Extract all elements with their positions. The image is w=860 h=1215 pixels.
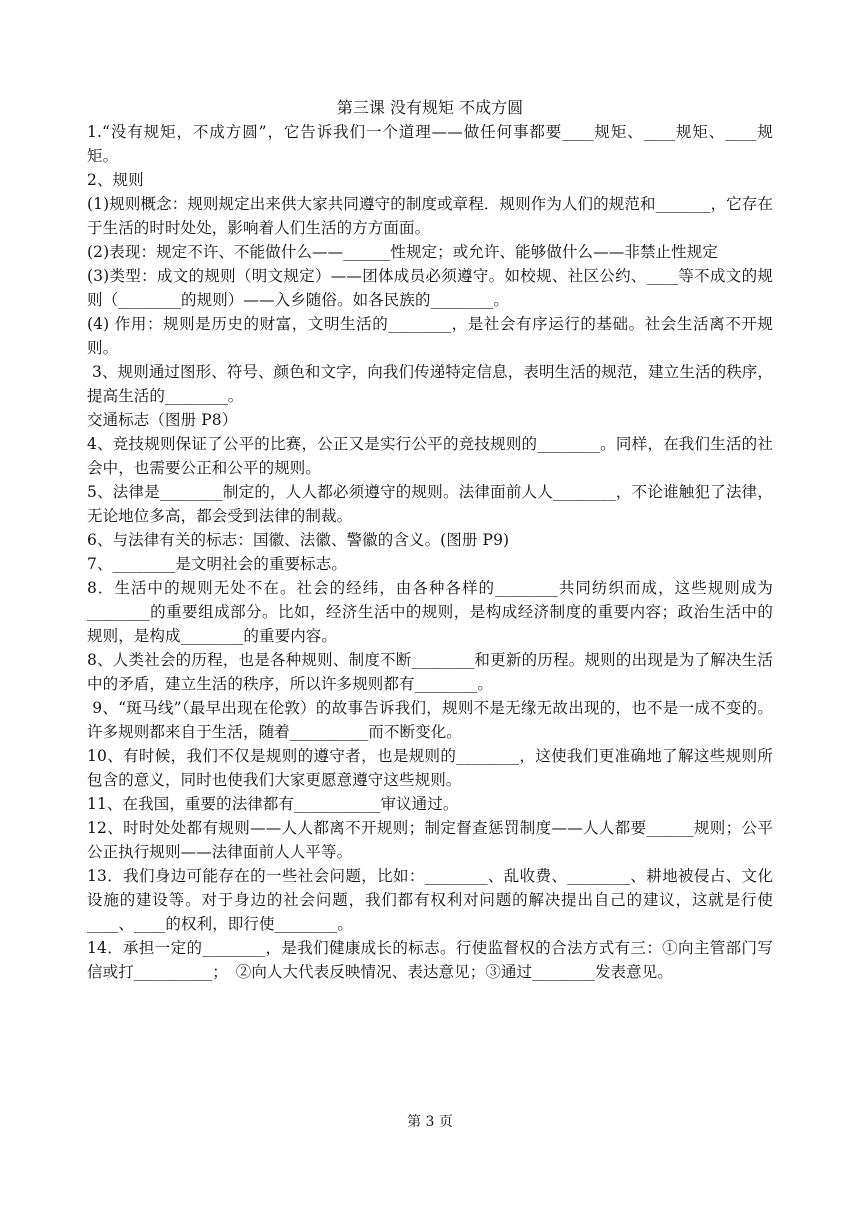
paragraph-7: 3、规则通过图形、符号、颜色和文字，向我们传递特定信息，表明生活的规范，建立生活的秩序，提高生活的________。: [87, 363, 774, 405]
paragraph-20: 14．承担一定的________，是我们健康成长的标志。行使监督权的合法方式有三：①向主管部门写信或打__________； ②向人大代表反映情况、表达意见；③通过________发表意见。: [87, 939, 773, 981]
paragraph-14: 8、人类社会的历程，也是各种规则、制度不断________和更新的历程。规则的出现是为了解决生活中的矛盾，建立生活的秩序，所以许多规则都有________。: [87, 651, 773, 693]
paragraph-19: 13．我们身边可能存在的一些社会问题，比如：________、乱收费、________、耕地被侵占、文化设施的建设等。对于身边的社会问题，我们都有权利对问题的解决提出自己的建议，这就是行使____、____的权利，即行使________。: [87, 867, 773, 933]
paragraph-10: 5、法律是________制定的，人人都必须遵守的规则。法律面前人人________，不论谁触犯了法律，无论地位多高，都会受到法律的制裁。: [87, 483, 773, 525]
paragraph-4: (2)表现：规定不许、不能做什么——______性规定；或允许、能够做什么——非禁止性规定: [87, 243, 718, 261]
page-number: 第 3 页: [407, 1114, 453, 1130]
paragraph-12: 7、________是文明社会的重要标志。: [87, 555, 347, 573]
paragraph-9: 4、竞技规则保证了公平的比赛，公正又是实行公平的竞技规则的________。同样，在我们生活的社会中，也需要公正和公平的规则。: [87, 435, 773, 477]
paragraph-8: 交通标志（图册 P8）: [87, 411, 238, 429]
paragraph-3: (1)规则概念：规则规定出来供大家共同遵守的制度或章程．规则作为人们的规范和_______，它存在于生活的时时处处，影响着人们生活的方方面面。: [87, 195, 773, 237]
paragraph-1: 1.“没有规矩，不成方圆”，它告诉我们一个道理——做任何事都要____规矩、____规矩、____规矩。: [87, 123, 773, 165]
paragraph-2: 2、规则: [87, 171, 144, 189]
paragraph-13: 8．生活中的规则无处不在。社会的经纬，由各种各样的________共同纺织而成，这些规则成为________的重要组成部分。比如，经济生活中的规则，是构成经济制度的重要内容；政治生活中的规则，是构成________的重要内容。: [87, 579, 773, 645]
paragraph-16: 10、有时候，我们不仅是规则的遵守者，也是规则的________，这使我们更准确地了解这些规则所包含的意义，同时也使我们大家更愿意遵守这些规则。: [87, 747, 773, 789]
paragraph-15: 9、“斑马线”（最早出现在伦敦）的故事告诉我们，规则不是无缘无故出现的，也不是一成不变的。许多规则都来自于生活，随着__________而不断变化。: [87, 699, 773, 741]
paragraph-18: 12、时时处处都有规则——人人都离不开规则；制定督查惩罚制度——人人都要______规则；公平公正执行规则——法律面前人人平等。: [87, 819, 773, 861]
paragraph-11: 6、与法律有关的标志：国徽、法徽、警徽的含义。(图册 P9): [87, 531, 510, 549]
document-page: [87, 96, 773, 984]
document-title: 第三课 没有规矩 不成方圆: [336, 98, 524, 117]
paragraph-17: 11、在我国，重要的法律都有___________审议通过。: [87, 795, 459, 813]
paragraph-6: (4) 作用：规则是历史的财富，文明生活的________，是社会有序运行的基础。社会生活离不开规则。: [87, 315, 773, 357]
paragraph-5: (3)类型：成文的规则（明文规定）——团体成员必须遵守。如校规、社区公约、____等不成文的规则（________的规则）——入乡随俗。如各民族的________。: [87, 267, 773, 309]
